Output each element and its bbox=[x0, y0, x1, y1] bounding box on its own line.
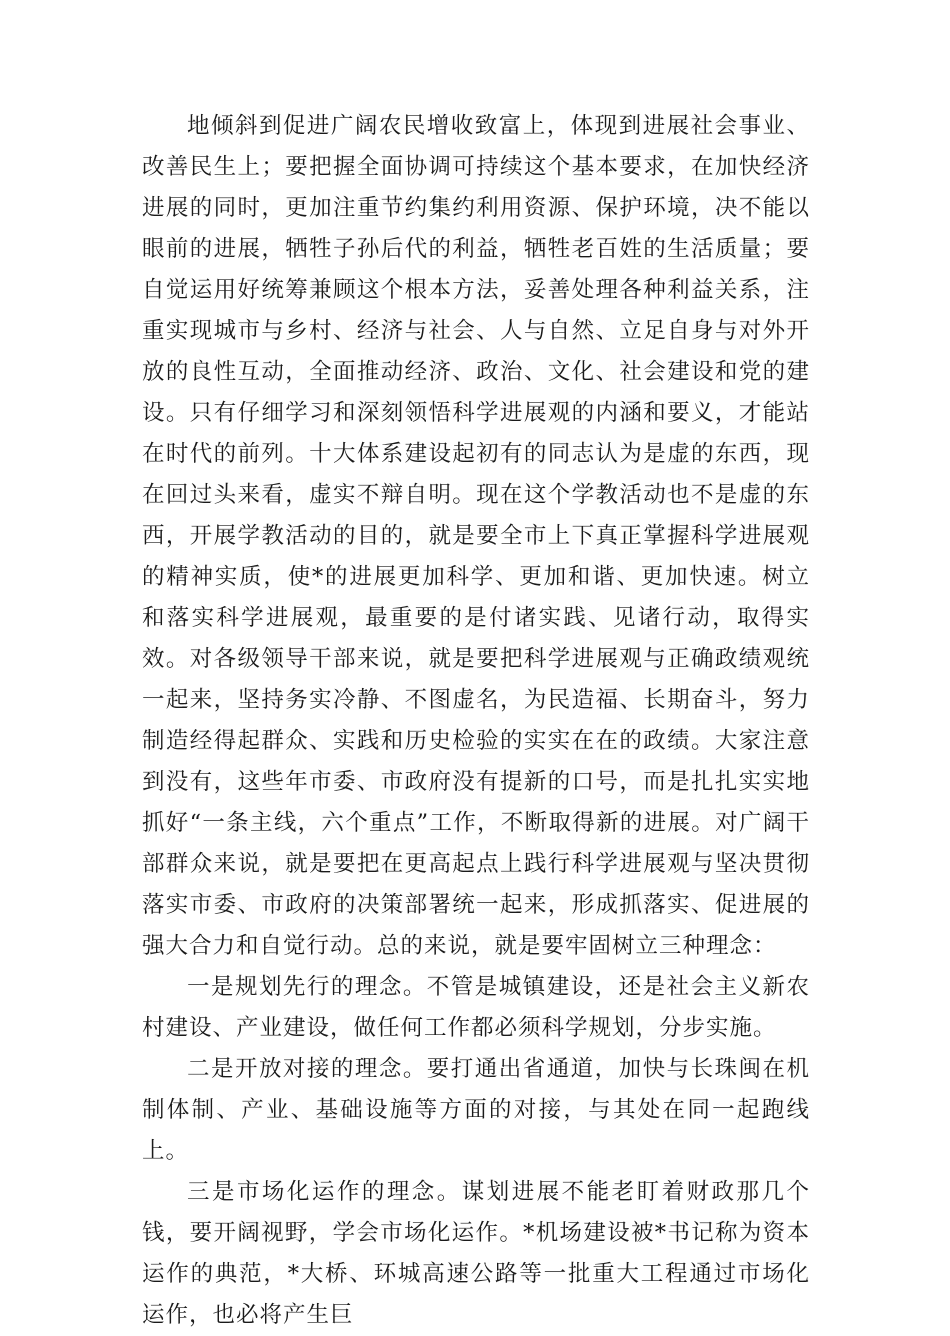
paragraph-1: 地倾斜到促进广阔农民增收致富上，体现到进展社会事业、改善民生上；要把握全面协调可持续这个基本要求，在加快经济进展的同时，更加注重节约集约利用资源、保护环境，决不能以眼前的进展，牺牲子孙后代的利益，牺牲老百姓的生活质量；要自觉运用好统筹兼顾这个根本方法，妥善处理各种利益关系，注重实现城市与乡村、经济与社会、人与自然、立足自身与对外开放的良性互动，全面推动经济、政治、文化、社会建设和党的建设。只有仔细学习和深刻领悟科学进展观的内涵和要义，才能站在时代的前列。十大体系建设起初有的同志认为是虚的东西，现在回过头来看，虚实不辩自明。现在这个学教活动也不是虚的东西，开展学教活动的目的，就是要全市上下真正掌握科学进展观的精神实质，使*的进展更加科学、更加和谐、更加快速。树立和落实科学进展观，最重要的是付诸实践、见诸行动，取得实效。对各级领导干部来说，就是要把科学进展观与正确政绩观统一起来，坚持务实冷静、不图虚名，为民造福、长期奋斗，努力制造经得起群众、实践和历史检验的实实在在的政绩。大家注意到没有，这些年市委、市政府没有提新的口号，而是扎扎实实地抓好“一条主线，六个重点”工作，不断取得新的进展。对广阔干部群众来说，就是要把在更高起点上践行科学进展观与坚决贯彻落实市委、市政府的决策部署统一起来，形成抓落实、促进展的强大合力和自觉行动。总的来说，就是要牢固树立三种理念： bbox=[142, 113, 810, 959]
paragraph-2: 一是规划先行的理念。不管是城镇建设，还是社会主义新农村建设、产业建设，做任何工作都必须科学规划，分步实施。 bbox=[142, 974, 810, 1041]
paragraph-4: 三是市场化运作的理念。谋划进展不能老盯着财政那几个钱，要开阔视野，学会市场化运作。*机场建设被*书记称为资本运作的典范，*大桥、环城高速公路等一批重大工程通过市场化运作，也必将产生巨 bbox=[142, 1179, 810, 1328]
document-body bbox=[142, 106, 810, 1336]
paragraph-3: 二是开放对接的理念。要打通出省通道，加快与长珠闽在机制体制、产业、基础设施等方面的对接，与其处在同一起跑线上。 bbox=[142, 1056, 810, 1164]
